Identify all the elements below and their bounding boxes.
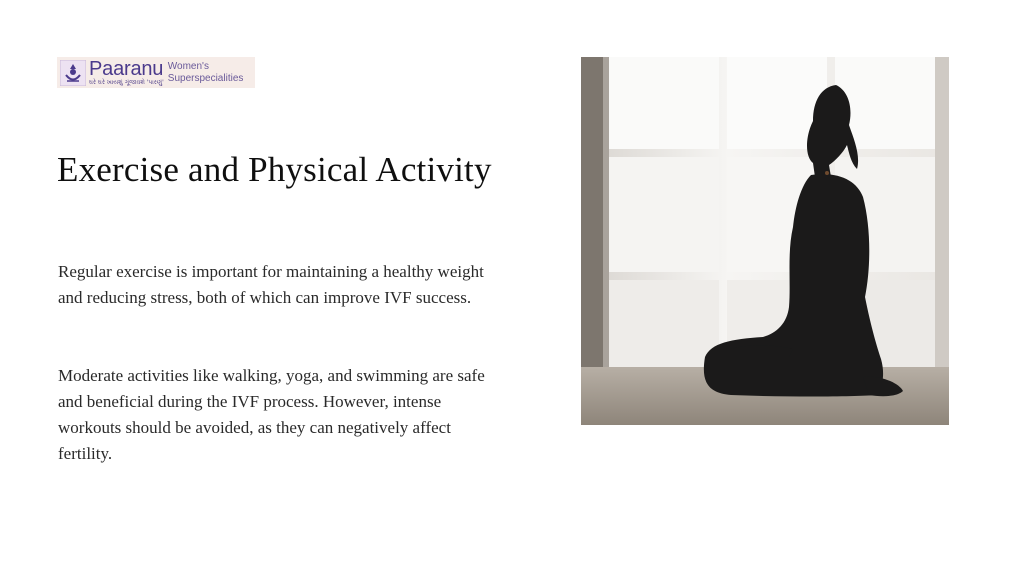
paragraph-2: Moderate activities like walking, yoga, and swimming are safe and beneficial during the IVF process. However, intense workouts should be avoided, as they can negatively affect fertility. (58, 366, 485, 463)
slide-title: Exercise and Physical Activity (57, 150, 492, 189)
cradle-emblem-icon (60, 60, 86, 86)
logo-tagline: ઘરે ઘરે ખાયશું ગૂંજાવશે 'પારણું' (89, 79, 164, 86)
brand-logo (57, 57, 255, 88)
logo-name: Paaranu (89, 58, 164, 80)
paragraph-1: Regular exercise is important for maintaining a healthy weight and reducing stress, both of which can improve IVF success. (58, 262, 484, 307)
woman-silhouette-image (581, 57, 949, 425)
meditation-photo (581, 57, 949, 425)
logo-sub-line2: Superspecialities (167, 72, 244, 84)
logo-sub-line1: Women's (167, 60, 209, 72)
